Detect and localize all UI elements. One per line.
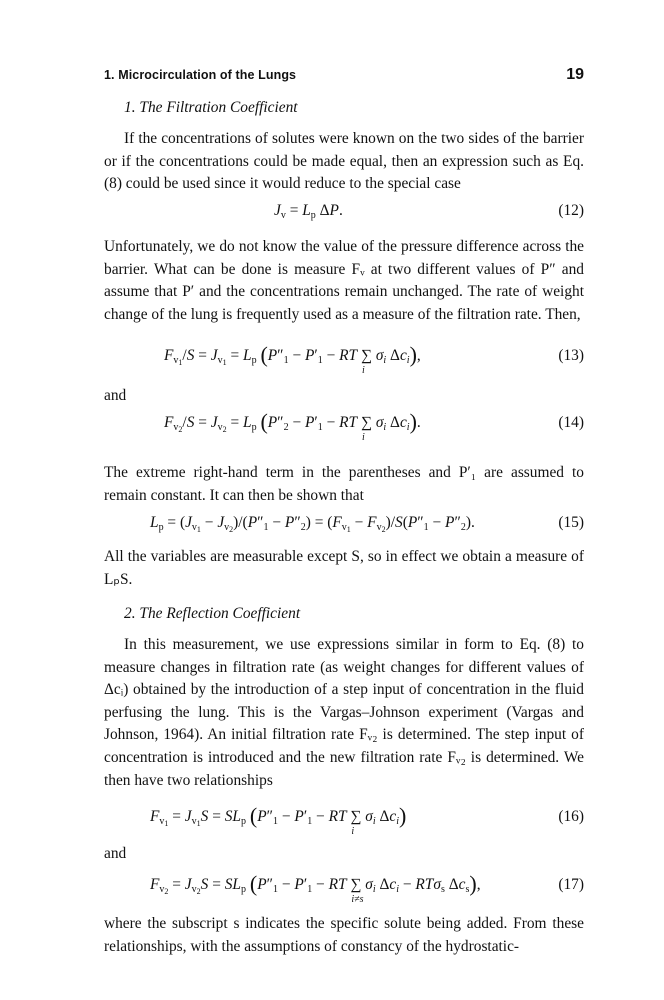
paragraph (104, 128, 584, 196)
conjunction-text: and (104, 845, 127, 862)
equation-12 (104, 202, 584, 228)
equation-expression: $F_{v_2}/S = J_{v_2} = L_p$ ($P''_2 - P'_1$ − RT ∑ i $\sigma_i$ $\Delta c_i$). (164, 409, 421, 443)
equation-number: (12) (558, 202, 584, 219)
equation-number: (14) (558, 414, 584, 431)
section-heading-reflection: 2. The Reflection Coefficient (124, 605, 301, 622)
paragraph (104, 462, 584, 507)
equation-13 (104, 342, 584, 376)
equation-expression: $L_p = (J_{v_1} - J_{v_2})/(P''_1 - P''_2) = (F_{v_1} - F_{v_2})/S(P''_1 - P''_2)$. (150, 514, 475, 534)
paragraph-text: The extreme right-hand term in the parentheses and P′₁ are assumed to remain constant. It can then be shown that (104, 464, 584, 504)
paragraph-text: where the subscript s indicates the specific solute being added. From these relationships, with the assumptions of constancy of the hydrostatic- (104, 915, 584, 955)
equation-expression: $F_{v_2} = J_{v_2}S = SL_p$ ($P''_1 - P'_1$ − RT ∑ i≠s $\sigma_i$ $\Delta c_i - RT\sigma_s$ $\Delta c_s$), (150, 871, 481, 905)
paragraph-text: In this measurement, we use expressions similar in form to Eq. (8) to measure changes in filtration rate (as weight changes for different values of Δcᵢ) obtained by the introduction of a step input of concentration in the fluid perfusing the lung. This is the Vargas–Johnson experiment (Vargas and Johnson, 1964). An initial filtration rate Fᵥ₂ is determined. The step input of concentration is introduced and the new filtration rate Fᵥ₂ is determined. We then have two relationships (104, 636, 584, 789)
equation-16 (104, 803, 584, 837)
paragraph (104, 634, 584, 792)
equation-number: (16) (558, 808, 584, 825)
chapter-title: 1. Microcirculation of the Lungs (104, 68, 297, 82)
equation-15 (104, 514, 584, 540)
equation-expression: $F_{v_1} = J_{v_1}S = SL_p$ ($P''_1 - P'_1$ − RT ∑ i $\sigma_i$ $\Delta c_i$) (150, 803, 407, 837)
paragraph (104, 913, 584, 958)
paragraph (104, 236, 584, 326)
equation-number: (15) (558, 514, 584, 531)
equation-14 (104, 409, 584, 443)
paragraph-text: If the concentrations of solutes were known on the two sides of the barrier or if the concentrations could be made equal, then an expression such as Eq. (8) could be used since it would reduce to the special case (104, 130, 584, 193)
paragraph (104, 546, 584, 591)
page-number: 19 (566, 66, 584, 83)
paragraph-text: Unfortunately, we do not know the value of the pressure difference across the barrier. What can be done is measure Fᵥ at two different values of P″ and assume that P′ and the concentrations remain unchanged. The rate of weight change of the lung is frequently used as a measure of the filtration rate. Then, (104, 238, 584, 323)
conjunction-text: and (104, 387, 127, 404)
equation-expression: $F_{v_1}/S = J_{v_1} = L_p$ ($P''_1 - P'_1$ − RT ∑ i $\sigma_i$ $\Delta c_i$), (164, 342, 421, 376)
paragraph-text: All the variables are measurable except S, so in effect we obtain a measure of LₚS. (104, 548, 584, 588)
equation-number: (13) (558, 347, 584, 364)
running-head (104, 66, 584, 88)
section-heading-filtration: 1. The Filtration Coefficient (124, 99, 298, 116)
equation-17 (104, 871, 584, 905)
equation-number: (17) (558, 876, 584, 893)
equation-expression: $J_v = L_p$ ΔP. (274, 202, 343, 221)
